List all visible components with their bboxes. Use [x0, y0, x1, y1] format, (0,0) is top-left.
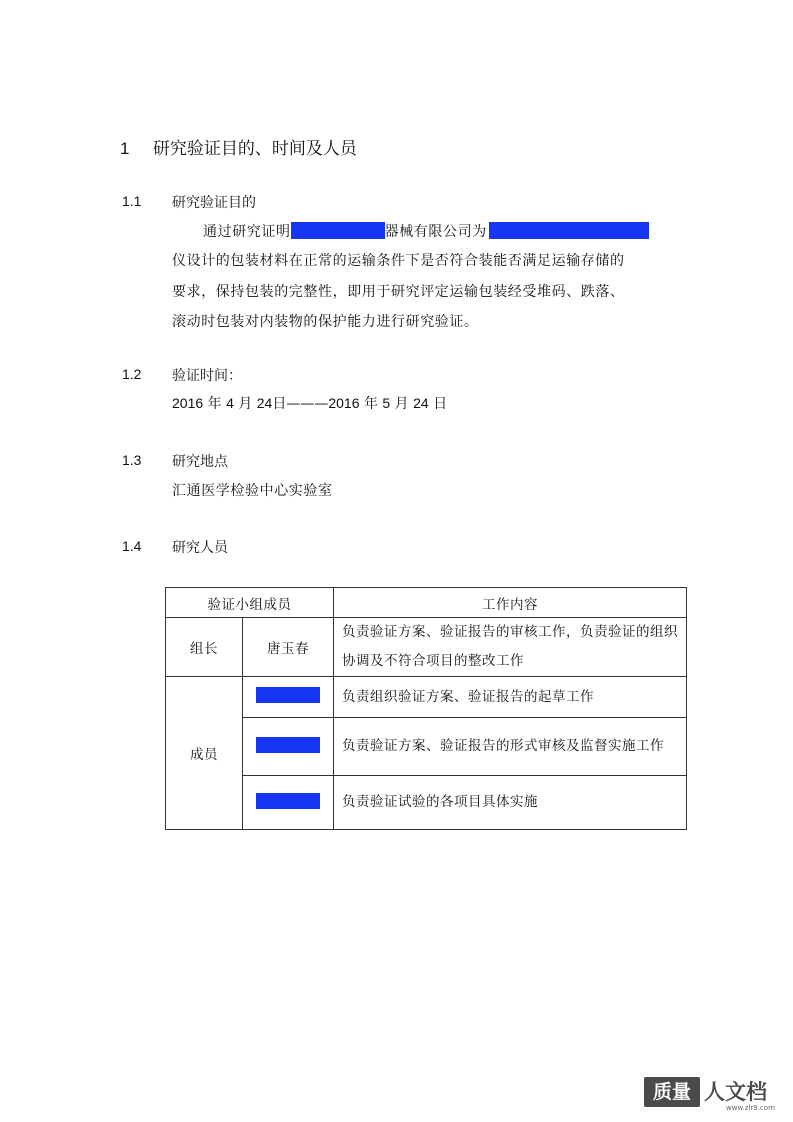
member-1-duty: 负责组织验证方案、验证报告的起草工作	[334, 677, 687, 718]
start-day: 24	[256, 395, 273, 411]
location-title: 研究地点	[172, 454, 228, 470]
start-day-unit: 日	[272, 396, 287, 412]
purpose-line-4: 滚动时包装对内装物的保护能力进行研究验证。	[172, 314, 479, 330]
leader-name: 唐玉春	[243, 618, 334, 677]
start-year: 2016	[172, 395, 204, 411]
end-month: 5	[382, 395, 391, 411]
leader-role: 组长	[166, 618, 243, 677]
purpose-line-1	[203, 221, 649, 241]
end-day-unit: 日	[433, 396, 448, 412]
end-year: 2016	[328, 395, 360, 411]
staff-table	[165, 587, 687, 830]
purpose-line-1a: 通过研究证明	[203, 224, 291, 240]
watermark-url: www.zlr9.com	[726, 1104, 775, 1112]
date-dash: ———	[286, 396, 329, 412]
table-row	[166, 677, 687, 718]
table-row	[166, 718, 687, 776]
time-range	[172, 393, 447, 413]
table-row	[166, 776, 687, 830]
leader-duty: 负责验证方案、验证报告的审核工作，负责验证的组织协调及不符合项目的整改工作	[334, 618, 687, 677]
section-number: 1	[120, 139, 130, 158]
purpose-line-1b: 器械有限公司为	[384, 224, 487, 240]
location-value: 汇通医学检验中心实验室	[172, 483, 333, 499]
start-month: 4	[226, 395, 234, 411]
member-1-name	[243, 677, 334, 718]
redaction-member-1	[256, 687, 320, 703]
end-day: 24	[413, 395, 429, 411]
staff-title: 研究人员	[172, 540, 228, 556]
member-3-name	[243, 776, 334, 830]
purpose-line-2: 仪设计的包装材料在正常的运输条件下是否符合装能否满足运输存储的	[172, 253, 625, 269]
table-header-row	[166, 588, 687, 618]
section-heading	[120, 134, 357, 159]
end-year-unit: 年	[363, 396, 378, 412]
header-work: 工作内容	[334, 588, 687, 618]
location-number: 1.3	[122, 452, 142, 468]
member-2-duty: 负责验证方案、验证报告的形式审核及监督实施工作	[334, 718, 687, 776]
member-role: 成员	[166, 677, 243, 830]
purpose-title: 研究验证目的	[172, 195, 256, 211]
header-group: 验证小组成员	[166, 588, 334, 618]
purpose-line-3: 要求，保持包装的完整性，即用于研究评定运输包装经受堆码、跌落、	[172, 284, 625, 300]
member-3-duty: 负责验证试验的各项目具体实施	[334, 776, 687, 830]
staff-number: 1.4	[122, 538, 142, 554]
redaction-device	[489, 222, 649, 239]
purpose-number: 1.1	[122, 193, 142, 209]
table-row	[166, 618, 687, 677]
end-month-unit: 月	[394, 396, 409, 412]
watermark-box: 质量	[644, 1077, 700, 1107]
start-month-unit: 月	[238, 396, 253, 412]
redaction-company	[291, 222, 385, 239]
watermark-logo	[644, 1075, 784, 1113]
redaction-member-2	[256, 737, 320, 753]
section-title: 研究验证目的、时间及人员	[152, 139, 357, 159]
time-number: 1.2	[122, 366, 142, 382]
watermark-text: 人文档	[704, 1080, 767, 1104]
member-2-name	[243, 718, 334, 776]
redaction-member-3	[256, 793, 320, 809]
start-year-unit: 年	[207, 396, 222, 412]
time-title: 验证时间：	[172, 368, 242, 384]
